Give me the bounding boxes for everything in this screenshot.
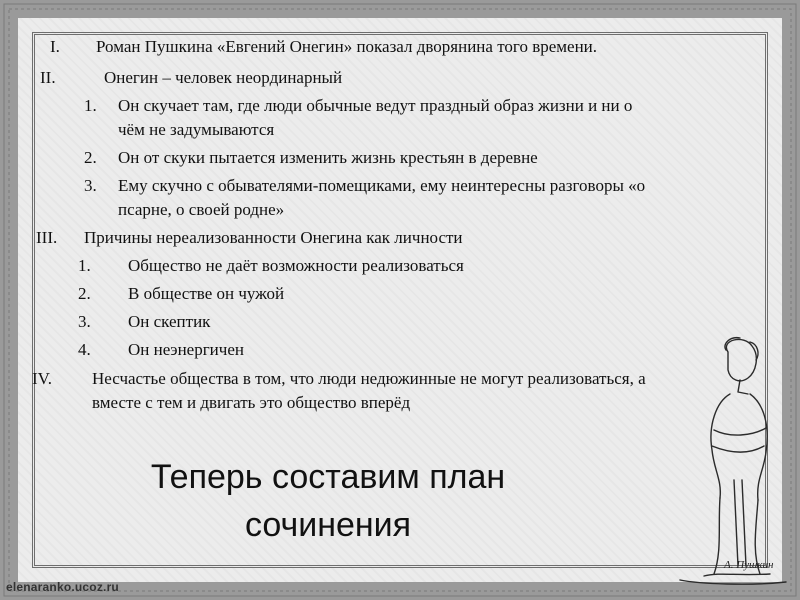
outline-item-iii: [0, 226, 800, 250]
sub-text: Он скучает там, где люди обычные ведут праздный образ жизни и ни о: [118, 96, 633, 115]
outline-text: Роман Пушкина «Евгений Онегин» показал дворянина того времени.: [96, 37, 598, 56]
sub-num: 3.: [78, 312, 91, 331]
sub-text: В обществе он чужой: [128, 284, 285, 303]
outline-text: Онегин – человек неординарный: [104, 68, 343, 87]
sub-item: [0, 146, 800, 170]
heading-line: сочинения: [244, 506, 412, 544]
outline-num: IV.: [32, 369, 52, 388]
outline-text: вместе с тем и двигать это общество вперёд: [92, 393, 411, 412]
sub-text: Он неэнергичен: [128, 340, 244, 359]
sub-item-continuation: [0, 118, 800, 142]
sub-num: 2.: [78, 284, 91, 303]
sub-text: Он от скуки пытается изменить жизнь крестьян в деревне: [118, 148, 538, 167]
sub-text: псарне, о своей родне»: [118, 200, 285, 219]
sub-num: 1.: [78, 256, 91, 275]
outline-text: Несчастье общества в том, что люди недюжинные не могут реализоваться, а: [92, 369, 646, 388]
sub-item: [0, 254, 800, 278]
portrait-signature: А. Пушкин: [724, 559, 774, 571]
sub-item: [0, 94, 800, 118]
sub-text: чём не задумываются: [118, 120, 275, 139]
outline-text: Причины нереализованности Онегина как личности: [84, 228, 463, 247]
sub-text: Ему скучно с обывателями-помещиками, ему неинтересны разговоры «о: [118, 176, 646, 195]
heading-line: Теперь составим план: [150, 458, 506, 496]
sub-num: 3.: [84, 176, 97, 195]
slide-heading: [118, 453, 538, 549]
sub-item-continuation: [0, 198, 800, 222]
outline-num: III.: [36, 228, 58, 247]
sub-item: [0, 282, 800, 306]
pushkin-portrait-sketch: [660, 330, 790, 590]
outline-item-ii: [0, 66, 800, 90]
sub-num: 4.: [78, 340, 91, 359]
sub-text: Он скептик: [128, 312, 211, 331]
sub-text: Общество не даёт возможности реализоваться: [128, 256, 464, 275]
outline-num: I.: [50, 37, 60, 56]
sub-item: [0, 174, 800, 198]
sub-num: 1.: [84, 96, 97, 115]
outline-item-i: [0, 35, 800, 59]
sub-num: 2.: [84, 148, 97, 167]
outline-num: II.: [40, 68, 56, 87]
watermark: elenaranko.ucoz.ru: [6, 580, 119, 594]
